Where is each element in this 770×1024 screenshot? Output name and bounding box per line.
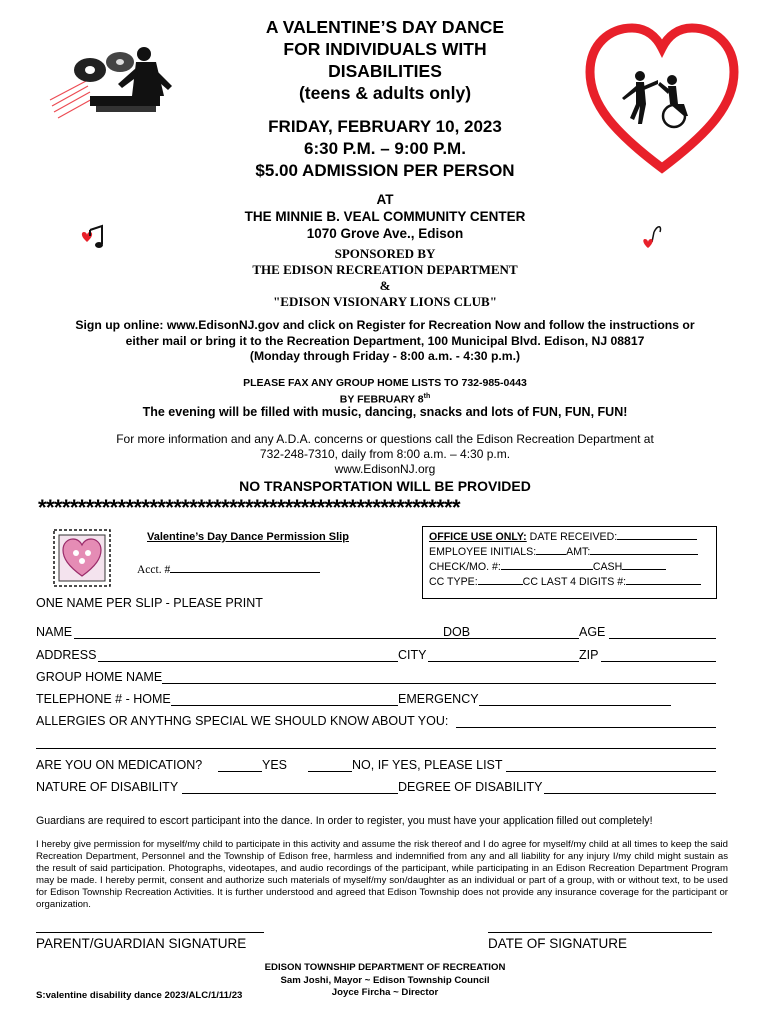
- allergies-label: ALLERGIES OR ANYTHNG SPECIAL WE SHOULD KNOW ABOUT YOU:: [36, 714, 449, 728]
- title-line: A VALENTINE’S DAY DANCE: [265, 17, 505, 37]
- address-field[interactable]: [98, 661, 398, 662]
- allergies-row: [36, 714, 716, 728]
- waiver-text: I hereby give permission for myself/my child to participate in this activity and assume the risk thereof and I do agree for myself/my child at all times to keep the said Recreation Department, Personnel and the Township of Edison free, harmless and indemnified from any and all liability for any injury I/my child might sustain as the result of said participation. Photographs, videotapes, and audio recordings of the participant, while participating in an Edison Recreation Department Program may be made. I hereby permit, consent and authorize such materials of myself/my son/daughter as an individual or part of a group, with or without text, to be used for Edison Township Recreation Activities. It is further understood and agreed that Edison Township does not provide any insurance coverage for the participant or organization.: [36, 839, 728, 910]
- one-name-note: ONE NAME PER SLIP - PLEASE PRINT: [36, 596, 263, 610]
- yes-field[interactable]: [218, 771, 262, 772]
- title-subtitle: (teens & adults only): [298, 83, 472, 103]
- age-label: AGE: [579, 625, 606, 639]
- event-at: AT: [376, 192, 394, 207]
- music-note-heart-icon: [80, 224, 106, 254]
- no-transportation: NO TRANSPORTATION WILL BE PROVIDED: [239, 478, 531, 494]
- music-note-heart-icon: [638, 222, 664, 252]
- stars-divider: *****************************************************: [38, 497, 460, 519]
- check-field[interactable]: [501, 568, 593, 570]
- degree-label: DEGREE OF DISABILITY: [398, 780, 543, 794]
- medication-label: ARE YOU ON MEDICATION?: [36, 758, 203, 772]
- event-venue: THE MINNIE B. VEAL COMMUNITY CENTER: [244, 209, 526, 224]
- group-home-label: GROUP HOME NAME: [36, 670, 163, 684]
- title-line: FOR INDIVIDUALS WITH: [283, 39, 487, 59]
- heart-stamp-icon: [52, 528, 112, 588]
- heart-dancers-icon: [584, 20, 740, 180]
- parent-signature-field[interactable]: [36, 932, 264, 933]
- sponsor-club: "EDISON VISIONARY LIONS CLUB": [273, 294, 497, 309]
- amt-field[interactable]: [590, 553, 698, 555]
- signup-line: either mail or bring it to the Recreation Department, 100 Municipal Blvd. Edison, NJ 08817: [125, 333, 645, 348]
- degree-field[interactable]: [544, 793, 716, 794]
- date-received-field[interactable]: [617, 538, 697, 540]
- footer-dept: EDISON TOWNSHIP DEPARTMENT OF RECREATION: [264, 962, 506, 973]
- signup-line: Sign up online: www.EdisonNJ.gov and click on Register for Recreation Now and follow the instructions or: [75, 318, 695, 332]
- zip-label: ZIP: [579, 648, 599, 662]
- cash-field[interactable]: [622, 568, 666, 570]
- name-field[interactable]: [74, 638, 478, 639]
- nature-label: NATURE OF DISABILITY: [36, 780, 179, 794]
- zip-field[interactable]: [601, 661, 716, 662]
- event-date: FRIDAY, FEBRUARY 10, 2023: [268, 117, 502, 136]
- date-signature-label: DATE OF SIGNATURE: [488, 936, 628, 951]
- name-label: NAME: [36, 625, 73, 639]
- group-home-field[interactable]: [162, 683, 716, 684]
- cc-last4-label: CC LAST 4 DIGITS #:: [522, 576, 627, 588]
- medication-list-field[interactable]: [506, 771, 716, 772]
- disability-row: [36, 780, 716, 794]
- dob-field[interactable]: [473, 638, 579, 639]
- signup-hours: (Monday through Friday - 8:00 a.m. - 4:30 p.m.): [249, 349, 521, 363]
- fax-line: PLEASE FAX ANY GROUP HOME LISTS TO 732-985-0443: [243, 377, 527, 389]
- age-field[interactable]: [609, 638, 716, 639]
- event-address: 1070 Grove Ave., Edison: [306, 226, 464, 241]
- nature-field[interactable]: [182, 793, 398, 794]
- fax-deadline: BY FEBRUARY 8: [339, 393, 424, 406]
- cc-type-label: CC TYPE:: [429, 576, 478, 588]
- emergency-field[interactable]: [479, 705, 671, 706]
- acct-label: Acct. #: [137, 564, 171, 576]
- office-use-box: [422, 526, 717, 599]
- check-label: CHECK/MO. #:: [429, 561, 501, 573]
- amt-label: AMT:: [566, 546, 591, 558]
- info-website: www.EdisonNJ.org: [334, 462, 436, 476]
- cc-type-field[interactable]: [478, 583, 523, 585]
- parent-signature-label: PARENT/GUARDIAN SIGNATURE: [36, 936, 247, 951]
- cash-label: CASH: [592, 561, 623, 573]
- sponsor-label: SPONSORED BY: [334, 246, 436, 261]
- office-label: OFFICE USE ONLY:: [429, 531, 527, 543]
- sponsor-dept: THE EDISON RECREATION DEPARTMENT: [252, 262, 518, 277]
- address-label: ADDRESS: [36, 648, 97, 662]
- fax-deadline-sup: th: [423, 393, 431, 400]
- event-time: 6:30 P.M. – 9:00 P.M.: [304, 139, 466, 158]
- info-line: 732-248-7310, daily from 8:00 a.m. – 4:30 p.m.: [259, 447, 511, 461]
- info-line: For more information and any A.D.A. concerns or questions call the Edison Recreation Department at: [116, 432, 654, 446]
- emergency-label: EMERGENCY: [398, 692, 479, 706]
- telephone-label: TELEPHONE # - HOME: [36, 692, 171, 706]
- no-label: NO, IF YES, PLEASE LIST: [352, 758, 503, 772]
- medication-row: [36, 758, 716, 772]
- footer-director: Joyce Fircha ~ Director: [331, 987, 439, 998]
- dob-label: DOB: [443, 625, 471, 639]
- telephone-row: [36, 692, 716, 706]
- cc-last4-field[interactable]: [626, 583, 701, 585]
- allergies-field[interactable]: [456, 727, 716, 728]
- evening-note: The evening will be filled with music, dancing, snacks and lots of FUN, FUN, FUN!: [142, 405, 628, 419]
- event-admission: $5.00 ADMISSION PER PERSON: [255, 161, 515, 180]
- city-label: CITY: [398, 648, 427, 662]
- allergies-field-line2[interactable]: [36, 748, 716, 749]
- footer-mayor: Sam Joshi, Mayor ~ Edison Township Council: [280, 974, 490, 986]
- footer-file-ref: S:valentine disability dance 2023/ALC/1/11/23: [36, 990, 243, 1001]
- group-home-row: [36, 670, 716, 684]
- dj-turntable-icon: [48, 40, 178, 120]
- name-row: [36, 625, 716, 639]
- employee-label: EMPLOYEE INITIALS:: [429, 546, 537, 558]
- acct-field[interactable]: [170, 571, 320, 573]
- date-signature-field[interactable]: [488, 932, 712, 933]
- city-field[interactable]: [428, 661, 579, 662]
- no-field[interactable]: [308, 771, 352, 772]
- employee-field[interactable]: [536, 553, 566, 555]
- guardians-note: Guardians are required to escort participant into the dance. In order to register, you must have your application filled out completely!: [36, 815, 653, 827]
- date-received-label: DATE RECEIVED:: [529, 531, 618, 543]
- telephone-field[interactable]: [171, 705, 398, 706]
- address-row: [36, 648, 716, 662]
- sponsor-amp: &: [379, 278, 391, 293]
- yes-label: YES: [262, 758, 288, 772]
- slip-title: Valentine’s Day Dance Permission Slip: [147, 531, 349, 543]
- title-line: DISABILITIES: [328, 61, 442, 81]
